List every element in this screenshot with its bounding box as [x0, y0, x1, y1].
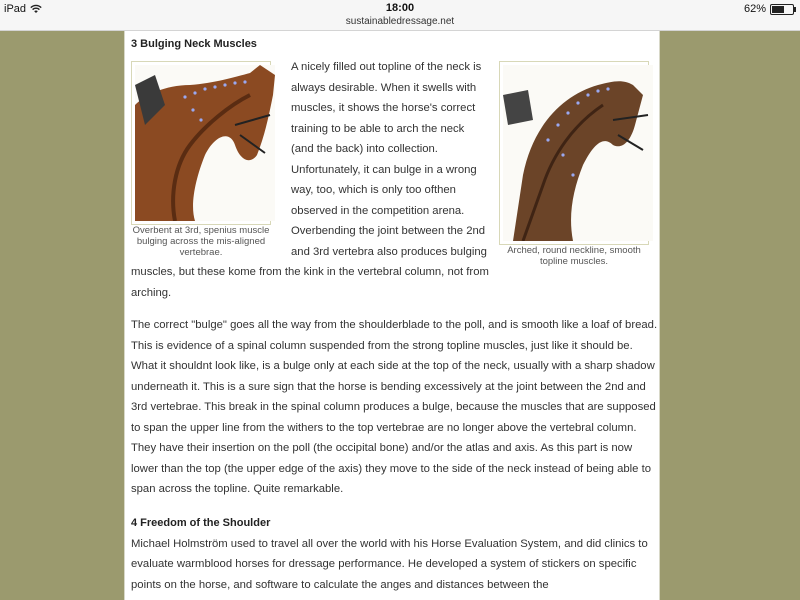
paragraph: A nicely filled out topline of the neck is always desirable. When it swells with muscles, it shows the horse's correct training to be able to arch the neck (and the back) into collection. Unfortunately, it can bulge in a wrong way, too, which is only too ofthen observed in the competition arena. Overbending the joint between the 2nd and 3rd vertebra also produces bulging muscles, but these kome from the kink in the vertebral column, not from arching. — [131, 61, 489, 299]
figure-caption-arched: Arched, round neckline, smooth topline muscles. — [507, 245, 641, 267]
section-heading-bulging-neck: 3 Bulging Neck Muscles — [131, 38, 257, 50]
section-heading-shoulder-freedom: 4 Freedom of the Shoulder — [131, 516, 271, 529]
address-bar[interactable]: sustainabledressage.net — [345, 16, 455, 27]
figure-frame — [499, 61, 649, 245]
figure-frame — [131, 61, 271, 225]
battery-percent: 62% — [743, 3, 766, 15]
arched-horse-image — [503, 65, 653, 241]
article-page[interactable] — [124, 31, 660, 600]
device-name: iPad — [4, 3, 27, 15]
paragraph: The correct "bulge" goes all the way from the shoulderblade to the poll, and is smooth like a loaf of bread. This is evidence of a spinal column suspended from the strong topline muscles, just like it should be. What it shouldnt look like, is a bulge only at each side at the top of the neck, usually with a sharp shadow underneath it. This is a sure sign that the horse is bending excessively at the joint between the 2nd and 3rd vertebrae. This break in the spinal column produces a bulge, because the muscles that are supposed to span the upper line from the withers to the top vertebrae are no longer above the vertebral column. They have their insertion on the poll (the occipital bone) and/or the atlas and axis. As this part is now lower than the top (the upper edge of the axis) they move to the side of the neck instead of being able to span across the topline. Quite remarkable. — [131, 319, 658, 495]
status-bar — [0, 0, 800, 31]
paragraph: Michael Holmström used to travel all over the world with his Horse Evaluation System, and did clinics to evaluate warmblood horses for dressage performance. He developed a system of stickers on specific points on the horse, and software to calculate the anges and distances between the — [131, 537, 648, 591]
figure-arched — [499, 61, 649, 267]
figure-caption-overbent: Overbent at 3rd, spenius muscle bulging across the mis-aligned vertebrae. — [132, 225, 270, 258]
battery-fill — [772, 6, 784, 13]
overbent-horse-image — [135, 65, 275, 221]
article-content — [125, 31, 659, 595]
figure-overbent — [131, 61, 271, 258]
battery-icon — [770, 4, 794, 15]
clock: 18:00 — [385, 2, 415, 14]
status-right — [744, 3, 794, 15]
